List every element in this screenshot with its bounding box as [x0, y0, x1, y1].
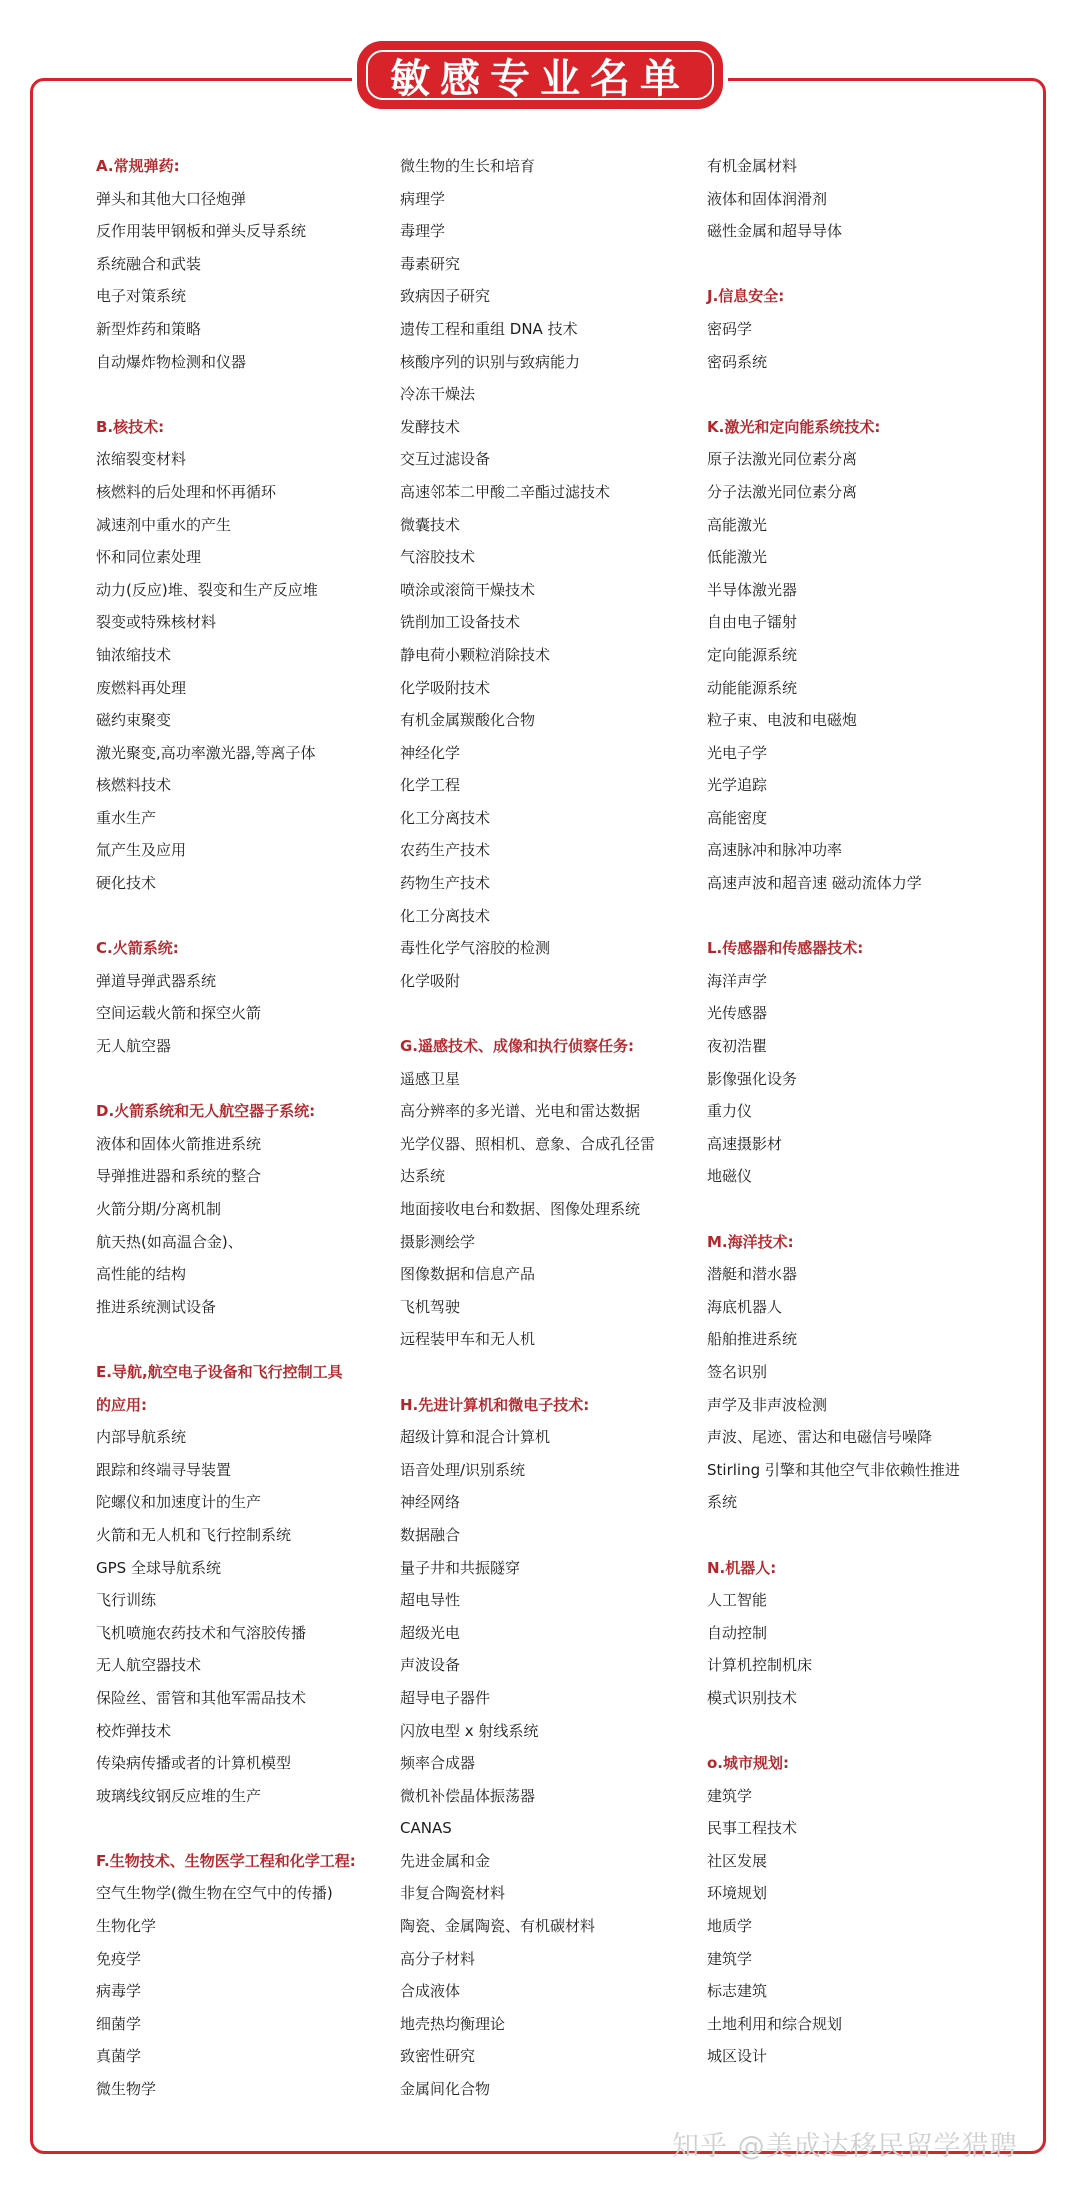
- spacer: [707, 1519, 1022, 1552]
- list-item: 化学工程: [400, 776, 461, 795]
- list-item: 液体和固体润滑剂: [707, 189, 828, 208]
- list-item: 新型炸药和策略: [96, 319, 202, 338]
- list-item: 签名识别: [707, 1362, 768, 1381]
- list-item: 土地利用和综合规划: [707, 2014, 843, 2033]
- section-heading: H.先进计算机和微电子技术:: [400, 1395, 590, 1414]
- list-item: 图像数据和信息产品: [400, 1265, 536, 1284]
- list-item: 密码学: [707, 319, 753, 338]
- list-item: 交互过滤设备: [400, 450, 491, 469]
- list-item: 频率合成器: [400, 1754, 476, 1773]
- section-heading: B.核技术:: [96, 417, 165, 436]
- list-item: 远程装甲车和无人机: [400, 1330, 536, 1349]
- list-item: 地面接收电台和数据、图像处理系统: [400, 1200, 641, 1218]
- list-item: 微生物的生长和培育: [400, 157, 536, 175]
- section-heading: A.常规弹药:: [96, 157, 180, 175]
- spacer: [707, 900, 1022, 933]
- spacer: [96, 378, 411, 411]
- list-item: 激光聚变,高功率激光器,等离子体: [96, 743, 316, 762]
- list-item: 影像强化设务: [707, 1069, 798, 1088]
- list-item: 神经化学: [400, 743, 461, 762]
- list-item: 声波设备: [400, 1656, 461, 1675]
- list-item: 弹头和其他大口径炮弹: [96, 189, 247, 208]
- list-item: 光学追踪: [707, 776, 768, 795]
- list-item: 飞行训练: [96, 1591, 157, 1610]
- list-item: 先进金属和金: [400, 1851, 491, 1870]
- list-item: 超导电子器件: [400, 1688, 491, 1707]
- list-item: 农药生产技术: [400, 841, 491, 860]
- page-title: 敏感专业名单: [390, 55, 690, 102]
- list-item: 高能激光: [707, 515, 768, 534]
- list-item: 达系统: [400, 1167, 446, 1186]
- list-item: 高能密度: [707, 808, 768, 827]
- list-item: 动能能源系统: [707, 678, 798, 697]
- list-item: 铣削加工设备技术: [400, 613, 521, 632]
- list-item: 导弹推进器和系统的整合: [96, 1167, 262, 1186]
- list-item: 有机金属材料: [707, 157, 798, 175]
- list-item: 化工分离技术: [400, 906, 491, 925]
- list-item: 毒性化学气溶胶的检测: [400, 939, 551, 958]
- list-item: 潜艇和潜水器: [707, 1265, 798, 1284]
- section-heading: J.信息安全:: [707, 287, 785, 306]
- list-item: 自由电子镭射: [707, 613, 798, 632]
- section-heading: D.火箭系统和无人航空器子系统:: [96, 1102, 316, 1121]
- list-item: 高分子材料: [400, 1949, 476, 1968]
- list-item: 飞机驾驶: [400, 1297, 461, 1316]
- list-item: 毒素研究: [400, 254, 461, 273]
- list-item: 计算机控制机床: [707, 1656, 813, 1675]
- list-item: 微生物学: [96, 2080, 157, 2099]
- list-item: 光学仪器、照相机、意象、合成孔径雷: [400, 1134, 656, 1153]
- list-item: 神经网络: [400, 1493, 461, 1512]
- list-item: 微囊技术: [400, 515, 461, 534]
- list-item: 化学吸附: [400, 971, 461, 990]
- list-item: 飞机喷施农药技术和气溶胶传播: [96, 1623, 307, 1642]
- list-item: 定向能源系统: [707, 645, 798, 664]
- list-item: 光传感器: [707, 1004, 768, 1023]
- list-item: 语音处理/识别系统: [400, 1460, 526, 1479]
- list-item: 浓缩裂变材料: [96, 450, 187, 469]
- list-item: 病理学: [400, 189, 446, 208]
- list-item: 化工分离技术: [400, 808, 491, 827]
- list-item: 硬化技术: [96, 874, 157, 893]
- spacer: [707, 248, 1022, 281]
- list-item: 遥感卫星: [400, 1069, 461, 1088]
- list-item: 致病因子研究: [400, 287, 491, 306]
- list-item: 民事工程技术: [707, 1819, 798, 1838]
- list-item: 气溶胶技术: [400, 548, 476, 567]
- list-item: 高分辨率的多光谱、光电和雷达数据: [400, 1102, 641, 1121]
- section-heading: K.激光和定向能系统技术:: [707, 417, 881, 436]
- list-item: 火箭和无人机和飞行控制系统: [96, 1525, 292, 1544]
- list-item: 免疫学: [96, 1949, 142, 1968]
- list-item: 声学及非声波检测: [707, 1395, 828, 1414]
- column-1: [96, 150, 411, 2106]
- list-item: 重水生产: [96, 808, 157, 827]
- list-item: 磁约束聚变: [96, 711, 172, 730]
- list-item: 高速邻苯二甲酸二辛酯过滤技术: [400, 482, 611, 501]
- list-item: 无人航空器: [96, 1037, 172, 1056]
- list-item: 废燃料再处理: [96, 678, 187, 697]
- section-heading: M.海洋技术:: [707, 1232, 794, 1251]
- list-item: 环境规划: [707, 1884, 768, 1903]
- list-item: 高速声波和超音速 磁动流体力学: [707, 874, 922, 893]
- list-item: 地磁仪: [707, 1167, 753, 1186]
- list-item: 高速脉冲和脉冲功率: [707, 841, 843, 860]
- list-item: 有机金属羰酸化合物: [400, 711, 536, 730]
- section-heading: o.城市规划:: [707, 1754, 790, 1773]
- list-item: 喷涂或滚筒干燥技术: [400, 580, 536, 599]
- list-item: 重力仪: [707, 1102, 753, 1121]
- section-heading: F.生物技术、生物医学工程和化学工程:: [96, 1851, 356, 1870]
- list-item: 光电子学: [707, 743, 768, 762]
- list-item: 低能激光: [707, 548, 768, 567]
- list-item: 玻璃线纹钢反应堆的生产: [96, 1786, 262, 1805]
- list-item: 陀螺仪和加速度计的生产: [96, 1493, 262, 1512]
- list-item: 药物生产技术: [400, 874, 491, 893]
- list-item: 社区发展: [707, 1851, 768, 1870]
- spacer: [96, 1323, 411, 1356]
- list-item: 动力(反应)堆、裂变和生产反应堆: [96, 580, 318, 599]
- list-item: 微机补偿晶体振荡器: [400, 1786, 536, 1805]
- list-item: 自动爆炸物检测和仪器: [96, 352, 247, 371]
- list-item: 火箭分期/分离机制: [96, 1200, 222, 1218]
- list-item: 液体和固体火箭推进系统: [96, 1134, 262, 1153]
- list-item: 超级光电: [400, 1623, 461, 1642]
- list-item: 反作用装甲钢板和弹头反导系统: [96, 222, 307, 241]
- list-item: 氚产生及应用: [96, 841, 187, 860]
- section-heading: L.传感器和传感器技术:: [707, 939, 864, 958]
- list-item: 半导体激光器: [707, 580, 798, 599]
- list-item: 地壳热均衡理论: [400, 2014, 506, 2033]
- list-item: 数据融合: [400, 1525, 461, 1544]
- list-item: 致密性研究: [400, 2047, 476, 2066]
- list-item: 细菌学: [96, 2014, 142, 2033]
- list-item: CANAS: [400, 1819, 452, 1838]
- list-item: 磁性金属和超导导体: [707, 222, 843, 241]
- list-item: 弹道导弹武器系统: [96, 971, 217, 990]
- list-item: 闪放电型 x 射线系统: [400, 1721, 539, 1740]
- list-item: 静电荷小颗粒消除技术: [400, 645, 551, 664]
- list-item: Stirling 引擎和其他空气非依赖性推进: [707, 1460, 960, 1479]
- section-heading: N.机器人:: [707, 1558, 777, 1577]
- list-item: 城区设计: [707, 2047, 768, 2066]
- list-item: 合成液体: [400, 1982, 461, 2001]
- list-item: 模式识别技术: [707, 1688, 798, 1707]
- list-item: 内部导航系统: [96, 1428, 187, 1447]
- list-item: 建筑学: [707, 1949, 753, 1968]
- list-item: 化学吸附技术: [400, 678, 491, 697]
- spacer: [707, 1193, 1022, 1226]
- list-item: 高速摄影材: [707, 1134, 783, 1153]
- section-heading: G.遥感技术、成像和执行侦察任务:: [400, 1037, 635, 1056]
- list-item: 毒理学: [400, 222, 446, 241]
- list-item: GPS 全球导航系统: [96, 1558, 221, 1577]
- spacer: [707, 378, 1022, 411]
- section-heading: 的应用:: [96, 1395, 147, 1414]
- list-item: 核燃料技术: [96, 776, 172, 795]
- list-item: 自动控制: [707, 1623, 768, 1642]
- list-item: 推进系统测试设备: [96, 1297, 217, 1316]
- list-item: 系统: [707, 1493, 738, 1512]
- list-item: 高性能的结构: [96, 1265, 187, 1284]
- list-item: 裂变或特殊核材料: [96, 613, 217, 632]
- title-badge: [360, 44, 720, 106]
- list-item: 病毒学: [96, 1982, 142, 2001]
- list-item: 减速剂中重水的产生: [96, 515, 232, 534]
- list-item: 空间运载火箭和探空火箭: [96, 1004, 262, 1023]
- list-item: 保险丝、雷管和其他军需品技术: [96, 1688, 307, 1707]
- list-item: 航天热(如高温合金)、: [96, 1232, 243, 1251]
- list-item: 海底机器人: [707, 1297, 783, 1316]
- list-item: 陶瓷、金属陶瓷、有机碳材料: [400, 1917, 596, 1936]
- column-3: [707, 150, 1022, 2073]
- list-item: 粒子束、电波和电磁炮: [707, 711, 858, 730]
- list-item: 建筑学: [707, 1786, 753, 1805]
- list-item: 密码系统: [707, 352, 768, 371]
- spacer: [96, 900, 411, 933]
- list-item: 人工智能: [707, 1591, 768, 1610]
- list-item: 真菌学: [96, 2047, 142, 2066]
- list-item: 无人航空器技术: [96, 1656, 202, 1675]
- list-item: 传染病传播或者的计算机模型: [96, 1754, 292, 1773]
- list-item: 量子井和共振隧穿: [400, 1558, 521, 1577]
- spacer: [400, 1356, 715, 1389]
- list-item: 夜初浩瞿: [707, 1037, 768, 1056]
- spacer: [707, 1715, 1022, 1748]
- section-heading: E.导航,航空电子设备和飞行控制工具: [96, 1362, 343, 1381]
- list-item: 超电导性: [400, 1591, 461, 1610]
- list-item: 校炸弹技术: [96, 1721, 172, 1740]
- spacer: [96, 1812, 411, 1845]
- watermark: 知乎 @美成达移民留学猎聘: [672, 2131, 1018, 2162]
- list-item: 标志建筑: [707, 1982, 768, 2001]
- list-item: 空气生物学(微生物在空气中的传播): [96, 1884, 333, 1903]
- list-item: 分子法激光同位素分离: [707, 482, 858, 501]
- list-item: 冷冻干燥法: [400, 385, 476, 404]
- spacer: [96, 1063, 411, 1096]
- column-2: [400, 150, 715, 2106]
- spacer: [400, 997, 715, 1030]
- list-item: 系统融合和武装: [96, 254, 202, 273]
- list-item: 遗传工程和重组 DNA 技术: [400, 319, 578, 338]
- list-item: 船舶推进系统: [707, 1330, 798, 1349]
- list-item: 跟踪和终端寻导装置: [96, 1460, 232, 1479]
- list-item: 金属间化合物: [400, 2080, 491, 2099]
- list-item: 非复合陶瓷材料: [400, 1884, 506, 1903]
- list-item: 怀和同位素处理: [96, 548, 202, 567]
- list-item: 地质学: [707, 1917, 753, 1936]
- list-item: 核酸序列的识别与致病能力: [400, 352, 581, 371]
- list-item: 摄影测绘学: [400, 1232, 476, 1251]
- section-heading: C.火箭系统:: [96, 939, 179, 958]
- list-item: 海洋声学: [707, 971, 768, 990]
- list-item: 原子法激光同位素分离: [707, 450, 858, 469]
- list-item: 核燃料的后处理和怀再循环: [96, 482, 277, 501]
- list-item: 超级计算和混合计算机: [400, 1428, 551, 1447]
- list-item: 生物化学: [96, 1917, 157, 1936]
- list-item: 发酵技术: [400, 417, 461, 436]
- list-item: 声波、尾迹、雷达和电磁信号噪降: [707, 1428, 933, 1447]
- list-item: 电子对策系统: [96, 287, 187, 306]
- list-item: 铀浓缩技术: [96, 645, 172, 664]
